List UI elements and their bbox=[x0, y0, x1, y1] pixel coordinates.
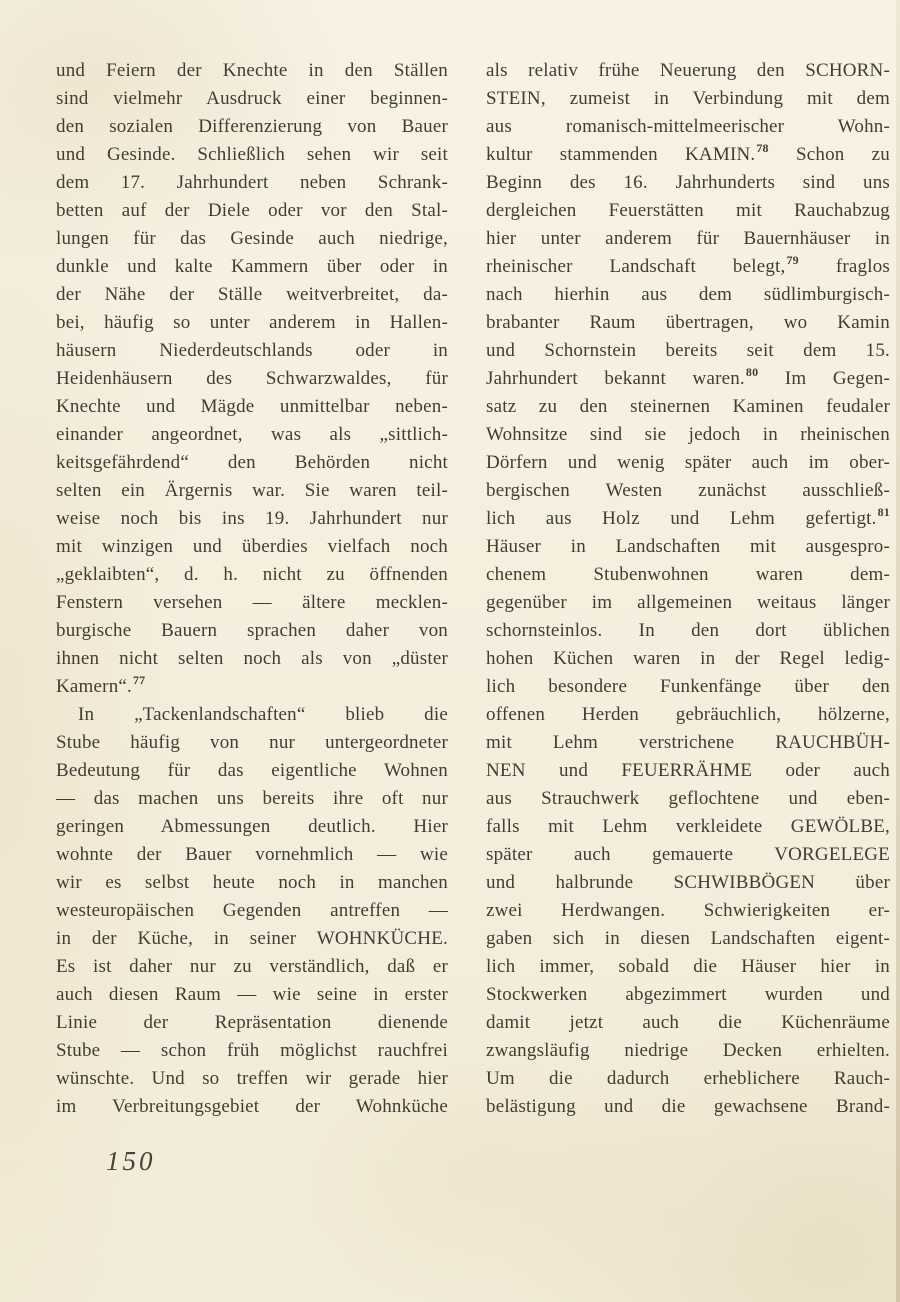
text-line: keitsgefährdend“ den Behörden nicht bbox=[56, 452, 448, 473]
text-line: „geklaibten“, d. h. nicht zu öffnenden bbox=[56, 564, 448, 585]
text-line: der Nähe der Ställe weitverbreitet, da- bbox=[56, 284, 448, 305]
text-line: — das machen uns bereits ihre oft nur bbox=[56, 788, 448, 809]
text-line: lich immer, sobald die Häuser hier in bbox=[486, 956, 890, 977]
text-line: Um die dadurch erheblichere Rauch- bbox=[486, 1068, 890, 1089]
text-line: brabanter Raum übertragen, wo Kamin bbox=[486, 312, 890, 333]
text-line: STEIN, zumeist in Verbindung mit dem bbox=[486, 88, 890, 109]
text-line: NEN und FEUERRÄHME oder auch bbox=[486, 760, 890, 781]
text-line: und halbrunde SCHWIBBÖGEN über bbox=[486, 872, 890, 893]
text-line: aus romanisch-mittelmeerischer Wohn- bbox=[486, 116, 890, 137]
text-line: wohnte der Bauer vornehmlich — wie bbox=[56, 844, 448, 865]
text-line: und Gesinde. Schließlich sehen wir seit bbox=[56, 144, 448, 165]
text-line: schornsteinlos. In den dort üblichen bbox=[486, 620, 890, 641]
text-line: zwei Herdwangen. Schwierigkeiten er- bbox=[486, 900, 890, 921]
text-line: In „Tackenlandschaften“ blieb die bbox=[78, 704, 448, 725]
footnote-reference: 81 bbox=[877, 505, 890, 519]
text-line: Stockwerken abgezimmert wurden und bbox=[486, 984, 890, 1005]
text-line: Dörfern und wenig später auch im ober- bbox=[486, 452, 890, 473]
text-line: weise noch bis ins 19. Jahrhundert nur bbox=[56, 508, 448, 529]
text-line: in der Küche, in seiner WOHNKÜCHE. bbox=[56, 928, 448, 949]
text-line: rheinischer Landschaft belegt,$^{79}$ fraglos bbox=[486, 253, 890, 277]
text-line: hohen Küchen waren in der Regel ledig- bbox=[486, 648, 890, 669]
text-line: und Schornstein bereits seit dem 15. bbox=[486, 340, 890, 361]
text-line: auch diesen Raum — wie seine in erster bbox=[56, 984, 448, 1005]
text-line: Heidenhäusern des Schwarzwaldes, für bbox=[56, 368, 448, 389]
text-line: als relativ frühe Neuerung den SCHORN- bbox=[486, 60, 890, 81]
text-line: wir es selbst heute noch in manchen bbox=[56, 872, 448, 893]
text-line: im Verbreitungsgebiet der Wohnküche bbox=[56, 1096, 448, 1117]
text-line: mit winzigen und überdies vielfach noch bbox=[56, 536, 448, 557]
right-text-column bbox=[486, 57, 890, 1121]
text-line: lungen für das Gesinde auch niedrige, bbox=[56, 228, 448, 249]
text-line: gegenüber im allgemeinen weitaus länger bbox=[486, 592, 890, 613]
text-line: wünschte. Und so treffen wir gerade hier bbox=[56, 1068, 448, 1089]
text-line: geringen Abmessungen deutlich. Hier bbox=[56, 816, 448, 837]
text-line: falls mit Lehm verkleidete GEWÖLBE, bbox=[486, 816, 890, 837]
text-line: selten ein Ärgernis war. Sie waren teil- bbox=[56, 480, 448, 501]
text-line: Häuser in Landschaften mit ausgespro- bbox=[486, 536, 890, 557]
text-line: dergleichen Feuerstätten mit Rauchabzug bbox=[486, 200, 890, 221]
text-line: bergischen Westen zunächst ausschließ- bbox=[486, 480, 890, 501]
text-line: einander angeordnet, was als „sittlich- bbox=[56, 424, 448, 445]
text-line: den sozialen Differenzierung von Bauer bbox=[56, 116, 448, 137]
page-number: 150 bbox=[106, 1146, 156, 1176]
text-line: Jahrhundert bekannt waren.$^{80}$ Im Gegen- bbox=[486, 365, 890, 389]
text-line: belästigung und die gewachsene Brand- bbox=[486, 1096, 890, 1117]
text-line: Linie der Repräsentation dienende bbox=[56, 1012, 448, 1033]
text-line: burgische Bauern sprachen daher von bbox=[56, 620, 448, 641]
text-line: mit Lehm verstrichene RAUCHBÜH- bbox=[486, 732, 890, 753]
text-line: lich besondere Funkenfänge über den bbox=[486, 676, 890, 697]
text-line: damit jetzt auch die Küchenräume bbox=[486, 1012, 890, 1033]
text-line: lich aus Holz und Lehm gefertigt.$^{81}$ bbox=[486, 505, 890, 529]
text-line: Knechte und Mägde unmittelbar neben- bbox=[56, 396, 448, 417]
footnote-reference: 78 bbox=[756, 141, 769, 155]
text-line: und Feiern der Knechte in den Ställen bbox=[56, 60, 448, 81]
footnote-reference: 77 bbox=[132, 673, 146, 687]
text-line: ihnen nicht selten noch als von „düster bbox=[56, 648, 448, 669]
scan-edge-shadow bbox=[896, 0, 900, 1302]
text-line: später auch gemauerte VORGELEGE bbox=[486, 844, 890, 865]
footnote-reference: 80 bbox=[745, 365, 759, 379]
text-line: bei, häufig so unter anderem in Hallen- bbox=[56, 312, 448, 333]
text-line: westeuropäischen Gegenden antreffen — bbox=[56, 900, 448, 921]
text-line: Stube — schon früh möglichst rauchfrei bbox=[56, 1040, 448, 1061]
text-line: gaben sich in diesen Landschaften eigent- bbox=[486, 928, 890, 949]
text-line: zwangsläufig niedrige Decken erhielten. bbox=[486, 1040, 890, 1061]
text-line: hier unter anderem für Bauernhäuser in bbox=[486, 228, 890, 249]
text-line: sind vielmehr Ausdruck einer beginnen- bbox=[56, 88, 448, 109]
text-line: nach hierhin aus dem südlimburgisch- bbox=[486, 284, 890, 305]
text-line: Stube häufig von nur untergeordneter bbox=[56, 732, 448, 753]
text-line: betten auf der Diele oder vor den Stal- bbox=[56, 200, 448, 221]
text-line: satz zu den steinernen Kaminen feudaler bbox=[486, 396, 890, 417]
text-line: Wohnsitze sind sie jedoch in rheinischen bbox=[486, 424, 890, 445]
left-text-column bbox=[56, 57, 448, 1121]
text-line: dem 17. Jahrhundert neben Schrank- bbox=[56, 172, 448, 193]
text-line: offenen Herden gebräuchlich, hölzerne, bbox=[486, 704, 890, 725]
text-line: aus Strauchwerk geflochtene und eben- bbox=[486, 788, 890, 809]
text-line: Bedeutung für das eigentliche Wohnen bbox=[56, 760, 448, 781]
text-line: Beginn des 16. Jahrhunderts sind uns bbox=[486, 172, 890, 193]
text-line: Fenstern versehen — ältere mecklen- bbox=[56, 592, 448, 613]
text-line: chenem Stubenwohnen waren dem- bbox=[486, 564, 890, 585]
text-line: häusern Niederdeutschlands oder in bbox=[56, 340, 448, 361]
text-line: Es ist daher nur zu verständlich, daß er bbox=[56, 956, 448, 977]
text-line: dunkle und kalte Kammern über oder in bbox=[56, 256, 448, 277]
footnote-reference: 79 bbox=[786, 253, 799, 267]
text-line: kultur stammenden KAMIN.$^{78}$ Schon zu bbox=[486, 141, 890, 165]
text-line: Kamern“.$^{77}$ bbox=[56, 673, 146, 697]
